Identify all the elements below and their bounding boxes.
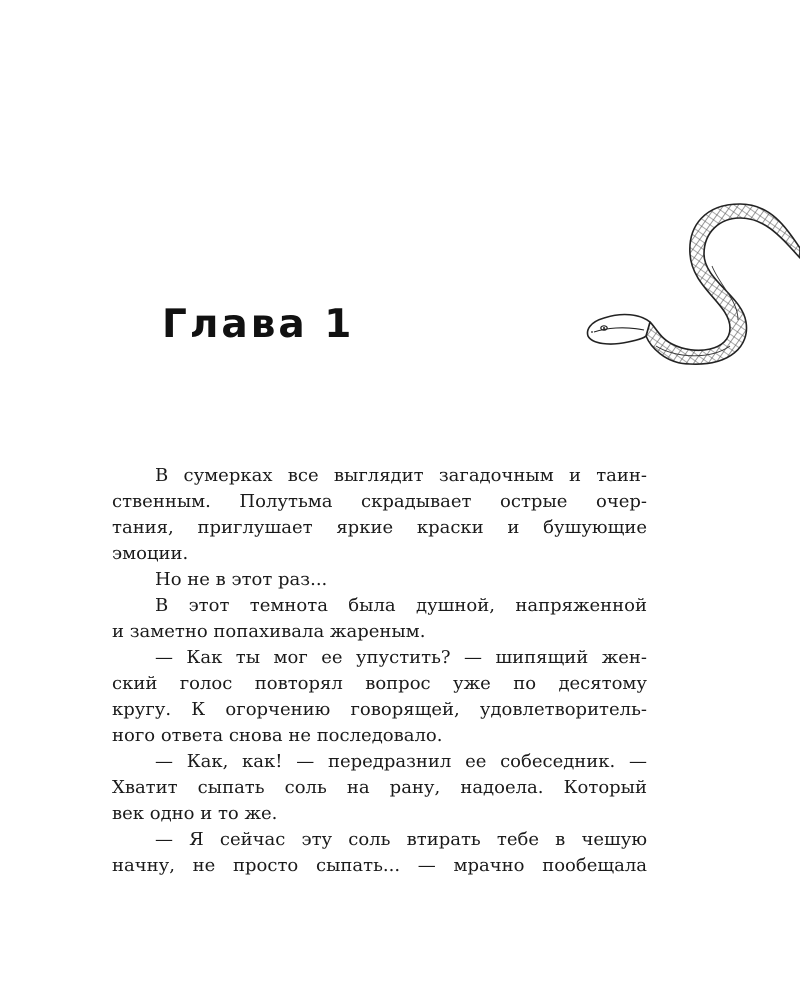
text-line: кругу. К огорчению говорящей, удовлетворитель- [112,699,647,720]
text-line: и заметно попахивала жареным. [112,621,426,642]
snake-icon [580,196,800,368]
text-line: ного ответа снова не последовало. [112,725,443,746]
text-line: Но не в этот раз... [155,569,328,590]
text-line: — Я сейчас эту соль втирать тебе в чешую [155,829,647,850]
text-line: — Как ты мог ее упустить? — шипящий жен- [155,647,647,668]
text-line: тания, приглушает яркие краски и бушующие [112,517,647,538]
text-line: эмоции. [112,543,189,564]
text-line: В этот темнота была душной, напряженной [155,595,647,616]
text-line: ственным. Полутьма скрадывает острые очер- [112,491,647,512]
text-line: ский голос повторял вопрос уже по десятому [112,673,647,694]
text-line: — Как, как! — передразнил ее собеседник. — [155,751,647,772]
text-line: В сумерках все выглядит загадочным и таин- [155,465,647,486]
text-line: Хватит сыпать соль на рану, надоела. Который [112,777,647,798]
chapter-text [112,463,647,879]
text-line: век одно и то же. [112,803,278,824]
text-line: начну, не просто сыпать... — мрачно пообещала [112,855,647,876]
chapter-title: Глава 1 [162,302,355,347]
